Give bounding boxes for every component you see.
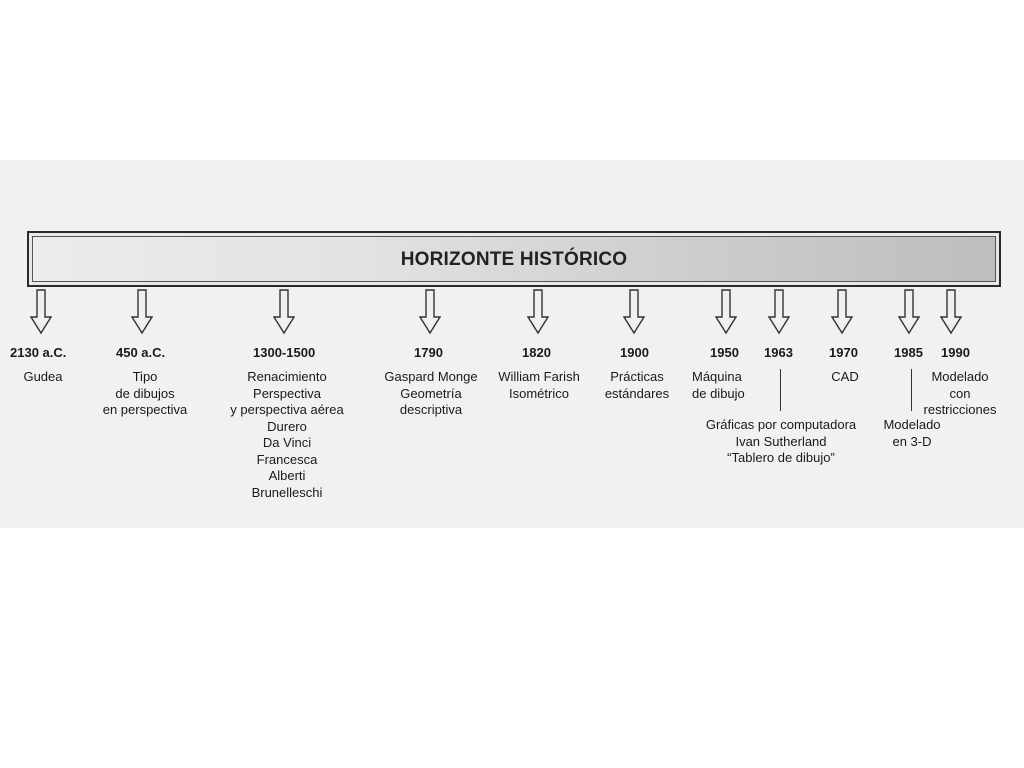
desc-line: William Farish [498,369,580,384]
desc-line: CAD [831,369,859,384]
desc-line: Isométrico [509,385,569,401]
arrow-1985 [898,289,920,335]
desc-line: Tipo [132,369,158,384]
arrow-1900 [623,289,645,335]
year-1970: 1970 [829,345,858,360]
desc-line: con [949,385,971,401]
desc-line: Perspectiva [253,385,321,401]
desc-line: Alberti [268,468,306,483]
timeline-banner [27,231,1001,287]
desc-line: Geometría [400,385,462,401]
year-450-bc: 450 a.C. [116,345,166,360]
event-desc-1820 [489,369,589,402]
year-1790: 1790 [414,345,443,360]
arrow-1820 [527,289,549,335]
event-desc-1790 [375,369,487,419]
event-desc-2130-bc [18,369,68,386]
event-desc-450-bc [93,369,197,419]
desc-line: en 3-D [892,433,932,449]
arrow-1300-1500 [273,289,295,335]
connector-line-1963 [780,369,781,411]
year-1990: 1990 [941,345,970,360]
event-desc-1950 [692,369,764,402]
arrow-1963 [768,289,790,335]
event-desc-1970 [820,369,870,386]
desc-line: Ivan Sutherland [735,433,827,449]
desc-line: Modelado [883,417,941,432]
arrow-2130-bc [30,289,52,335]
desc-line: y perspectiva aérea [230,402,344,417]
desc-line: de dibujos [115,385,175,401]
desc-line: Durero [267,418,307,434]
arrow-1790 [419,289,441,335]
event-desc-1985 [874,417,950,450]
year-1963: 1963 [764,345,793,360]
desc-line: de dibujo [692,385,745,401]
year-1950: 1950 [710,345,739,360]
year-1985: 1985 [894,345,923,360]
arrow-1970 [831,289,853,335]
desc-line: Da Vinci [262,435,312,450]
desc-line: Renacimiento [247,369,327,384]
desc-line: Brunelleschi [251,484,323,500]
desc-line: estándares [604,385,670,401]
desc-line: Prácticas [610,369,664,384]
arrow-1950 [715,289,737,335]
desc-line: en perspectiva [102,402,188,417]
desc-line: Máquina [692,369,742,384]
desc-line: restricciones [923,402,997,417]
timeline-figure [0,160,1024,528]
year-1300-1500: 1300-1500 [253,345,316,360]
desc-line: Gaspard Monge [384,369,478,384]
timeline-title: HORIZONTE HISTÓRICO [400,249,628,270]
year-1820: 1820 [522,345,551,360]
desc-line: descriptiva [399,402,463,417]
desc-line: Gudea [23,369,63,384]
event-desc-1963 [692,417,870,467]
event-desc-1990 [914,369,1006,419]
year-2130-bc: 2130 a.C. [10,345,67,360]
arrow-1990 [940,289,962,335]
desc-line: Modelado [931,369,989,384]
desc-line: Gráficas por computadora [705,417,857,432]
desc-line: Francesca [256,451,318,467]
connector-line-1985 [911,369,912,411]
year-1900: 1900 [620,345,649,360]
event-desc-1900 [596,369,678,402]
arrow-450-bc [131,289,153,335]
event-desc-1300-1500 [220,369,354,501]
desc-line: “Tablero de dibujo” [727,450,835,465]
